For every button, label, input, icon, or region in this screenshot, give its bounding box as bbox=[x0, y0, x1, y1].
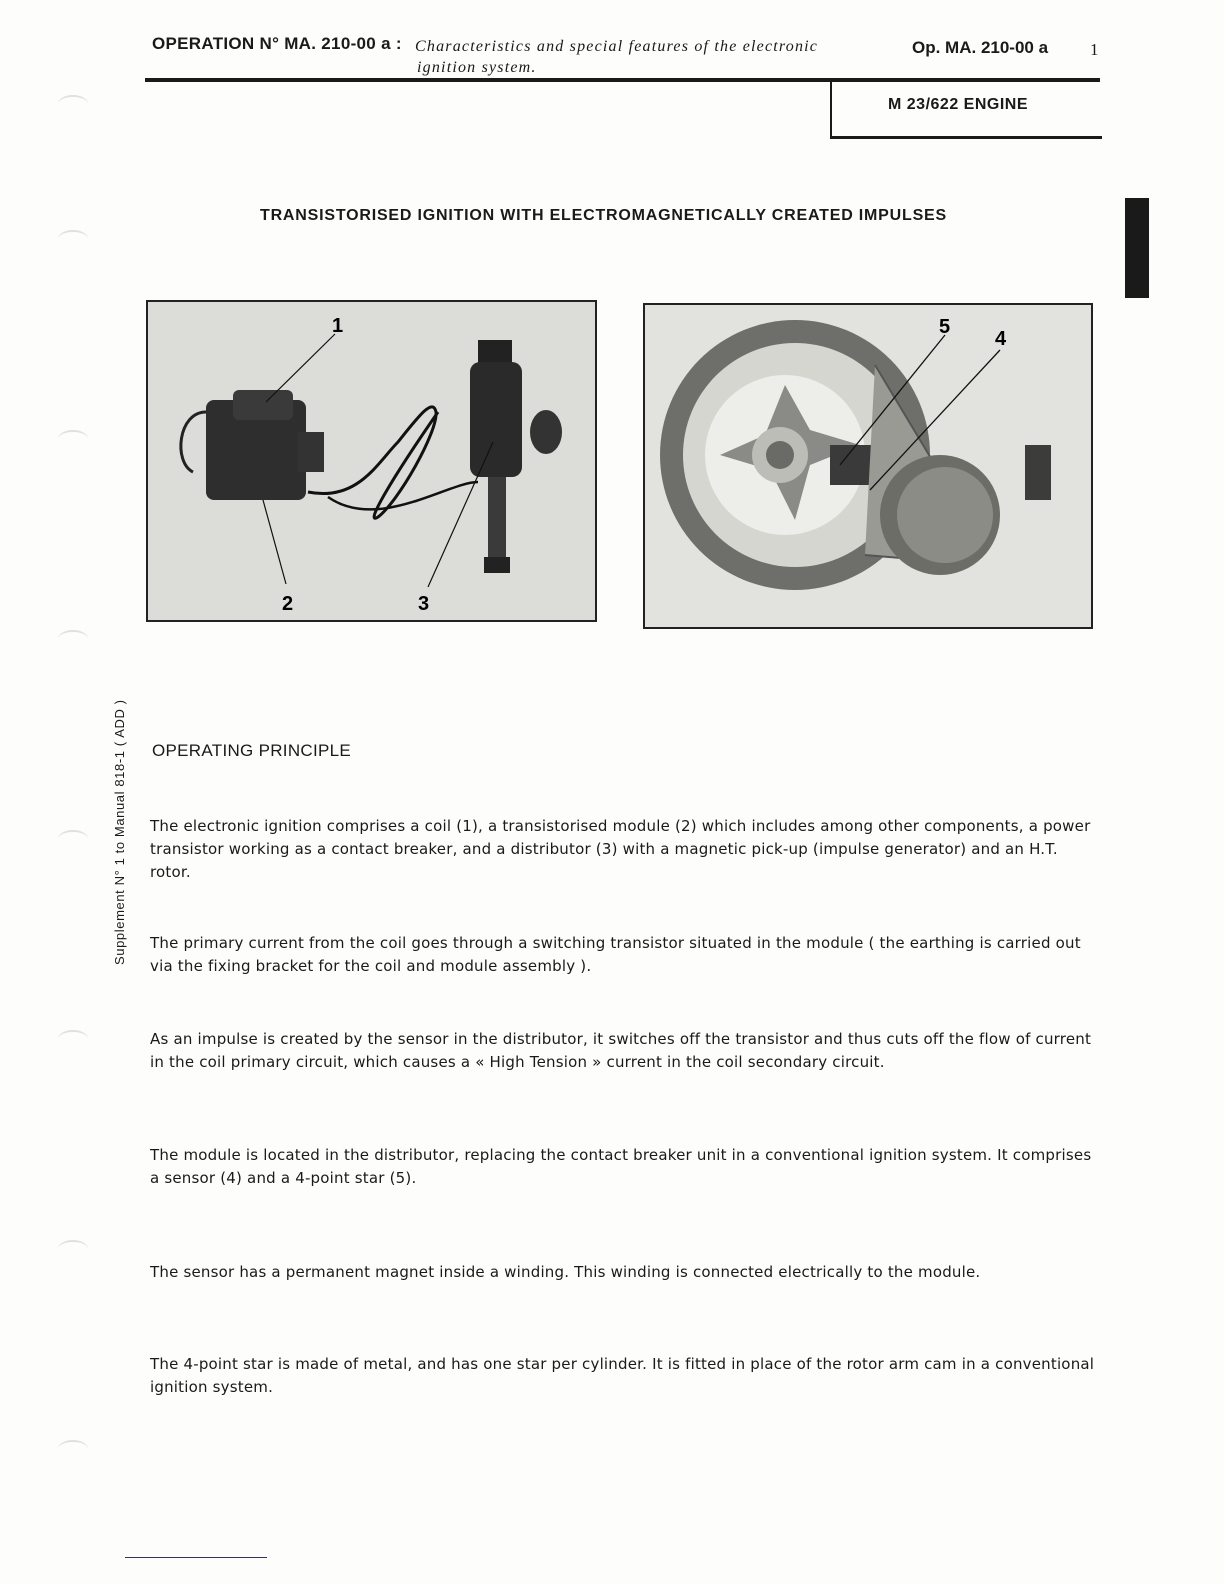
paragraph: The electronic ignition comprises a coil (1), a transistorised module (2) which includes among other components, a power transistor working as a contact breaker, and a distributor (3) with a magnetic pick-up (impulse generator) and an H.T. rotor. bbox=[150, 817, 1091, 881]
paragraph: The module is located in the distributor, replacing the contact breaker unit in a conventional ignition system. It comprises a sensor (4) and a 4-point star (5). bbox=[150, 1146, 1092, 1187]
binder-hole bbox=[58, 1240, 88, 1258]
paragraph: The primary current from the coil goes through a switching transistor situated in the module ( the earthing is carried out via the fixing bracket for the coil and module assembly ). bbox=[150, 934, 1081, 975]
section-tab-marker bbox=[1125, 198, 1149, 298]
binder-hole bbox=[58, 430, 88, 448]
page-number: 1 bbox=[1090, 40, 1099, 59]
paragraph: The 4-point star is made of metal, and has one star per cylinder. It is fitted in place of the rotor arm cam in a conventional ignition system. bbox=[150, 1355, 1095, 1396]
callout-3: 3 bbox=[418, 593, 430, 615]
footnote-rule bbox=[125, 1557, 267, 1558]
paragraph: As an impulse is created by the sensor in the distributor, it switches off the transistor and thus cuts off the flow of current in the coil primary circuit, which causes a « High Tension » current in the coil secondary circuit. bbox=[150, 1030, 1092, 1071]
binder-hole bbox=[58, 1030, 88, 1048]
paragraph: The sensor has a permanent magnet inside a winding. This winding is connected electrically to the module. bbox=[150, 1263, 981, 1281]
operating-principle-heading: OPERATING PRINCIPLE bbox=[152, 741, 352, 760]
operation-description-line2: ignition system. bbox=[417, 59, 537, 76]
photo-distributor-internals bbox=[643, 303, 1093, 629]
operation-description bbox=[415, 36, 885, 78]
operation-description-line1: Characteristics and special features of the electronic bbox=[415, 38, 819, 55]
binder-hole bbox=[58, 630, 88, 648]
distributor-internals-illustration bbox=[645, 305, 1091, 627]
binder-hole bbox=[58, 1440, 88, 1458]
binder-hole bbox=[58, 830, 88, 848]
supplement-note: Supplement N° 1 to Manual 818-1 ( ADD ) bbox=[112, 699, 127, 965]
callout-4: 4 bbox=[995, 328, 1007, 350]
callout-1: 1 bbox=[332, 315, 344, 337]
binder-hole bbox=[58, 230, 88, 248]
callout-2: 2 bbox=[282, 593, 294, 615]
photo-ignition-components bbox=[146, 300, 597, 622]
engine-label: M 23/622 ENGINE bbox=[888, 96, 1028, 113]
binder-hole bbox=[58, 95, 88, 113]
ignition-components-illustration bbox=[148, 302, 595, 620]
operation-reference: Op. MA. 210-00 a bbox=[912, 38, 1049, 57]
section-title: TRANSISTORISED IGNITION WITH ELECTROMAGNETICALLY CREATED IMPULSES bbox=[260, 207, 947, 224]
operation-number: OPERATION N° MA. 210-00 a : bbox=[152, 34, 402, 53]
callout-5: 5 bbox=[939, 316, 951, 338]
